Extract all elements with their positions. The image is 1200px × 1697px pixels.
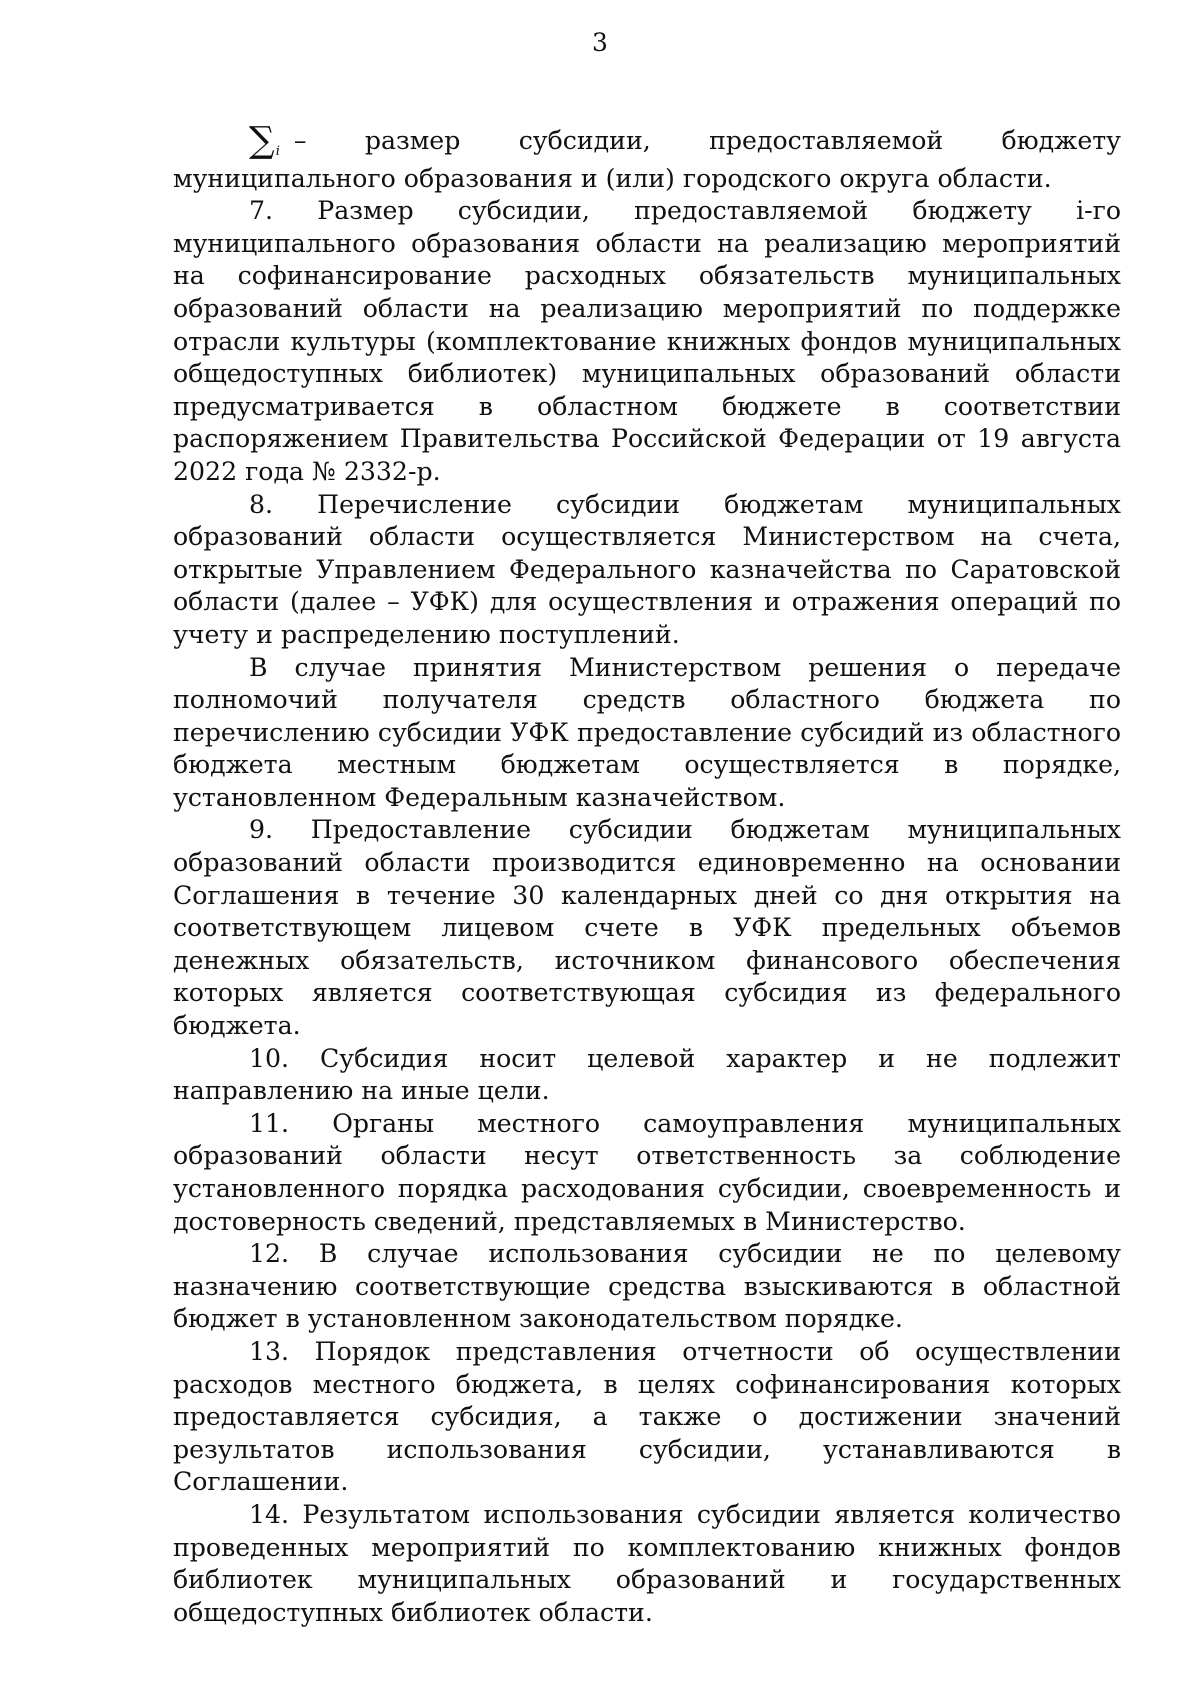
paragraph-12: 12. В случае использования субсидии не по целевому назначению соответствующие средства взыскиваются в областной бюджет в установленном законодательством порядке. xyxy=(173,1239,1121,1334)
paragraph-13: 13. Порядок представления отчетности об осуществлении расходов местного бюджета, в целях софинансирования которых предоставляется субсидия, а также о достижении значений результатов использования субсидии, устанавливаются в Соглашении. xyxy=(173,1336,1121,1497)
paragraph-11: 11. Органы местного самоуправления муниципальных образований области несут ответственность за соблюдение установленного порядка расходования субсидии, своевременность и достоверность сведений, представляемых в Министерство. xyxy=(173,1108,1121,1236)
sigma-definition xyxy=(173,122,1121,195)
document-body xyxy=(173,122,1121,1629)
paragraph-7: 7. Размер субсидии, предоставляемой бюджету i-го муниципального образования области на реализацию мероприятий на софинансирование расходных обязательств муниципальных образований области на реализацию мероприятий по поддержке отрасли культуры (комплектование книжных фондов муниципальных общедоступных библиотек) муниципальных образований области предусматривается в областном бюджете в соответствии распоряжением Правительства Российской Федерации от 19 августа 2022 года № 2332-р. xyxy=(173,196,1121,486)
paragraph-8: 8. Перечисление субсидии бюджетам муниципальных образований области осуществляется Министерством на счета, открытые Управлением Федерального казначейства по Саратовской области (далее – УФК) для осуществления и отражения операций по учету и распределению поступлений. xyxy=(173,489,1121,649)
sigma-definition-text: – размер субсидии, предоставляемой бюджету муниципального образования и (или) городского округа области. xyxy=(173,126,1121,193)
sigma-subscript: i xyxy=(275,144,280,159)
paragraph-8-continued: В случае принятия Министерством решения о передаче полномочий получателя средств областного бюджета по перечислению субсидии УФК предоставление субсидий из областного бюджета местным бюджетам осуществляется в порядке, установленном Федеральным казначейством. xyxy=(173,652,1121,812)
paragraph-14: 14. Результатом использования субсидии является количество проведенных мероприятий по комплектованию книжных фондов библиотек муниципальных образований и государственных общедоступных библиотек области. xyxy=(173,1499,1121,1627)
paragraph-9: 9. Предоставление субсидии бюджетам муниципальных образований области производится единовременно на основании Соглашения в течение 30 календарных дней со дня открытия на соответствующем лицевом счете в УФК предельных объемов денежных обязательств, источником финансового обеспечения которых является соответствующая субсидия из федерального бюджета. xyxy=(173,815,1121,1041)
sigma-symbol: ∑ xyxy=(249,120,275,161)
paragraph-10: 10. Субсидия носит целевой характер и не подлежит направлению на иные цели. xyxy=(173,1043,1121,1106)
page-number: 3 xyxy=(592,28,608,57)
